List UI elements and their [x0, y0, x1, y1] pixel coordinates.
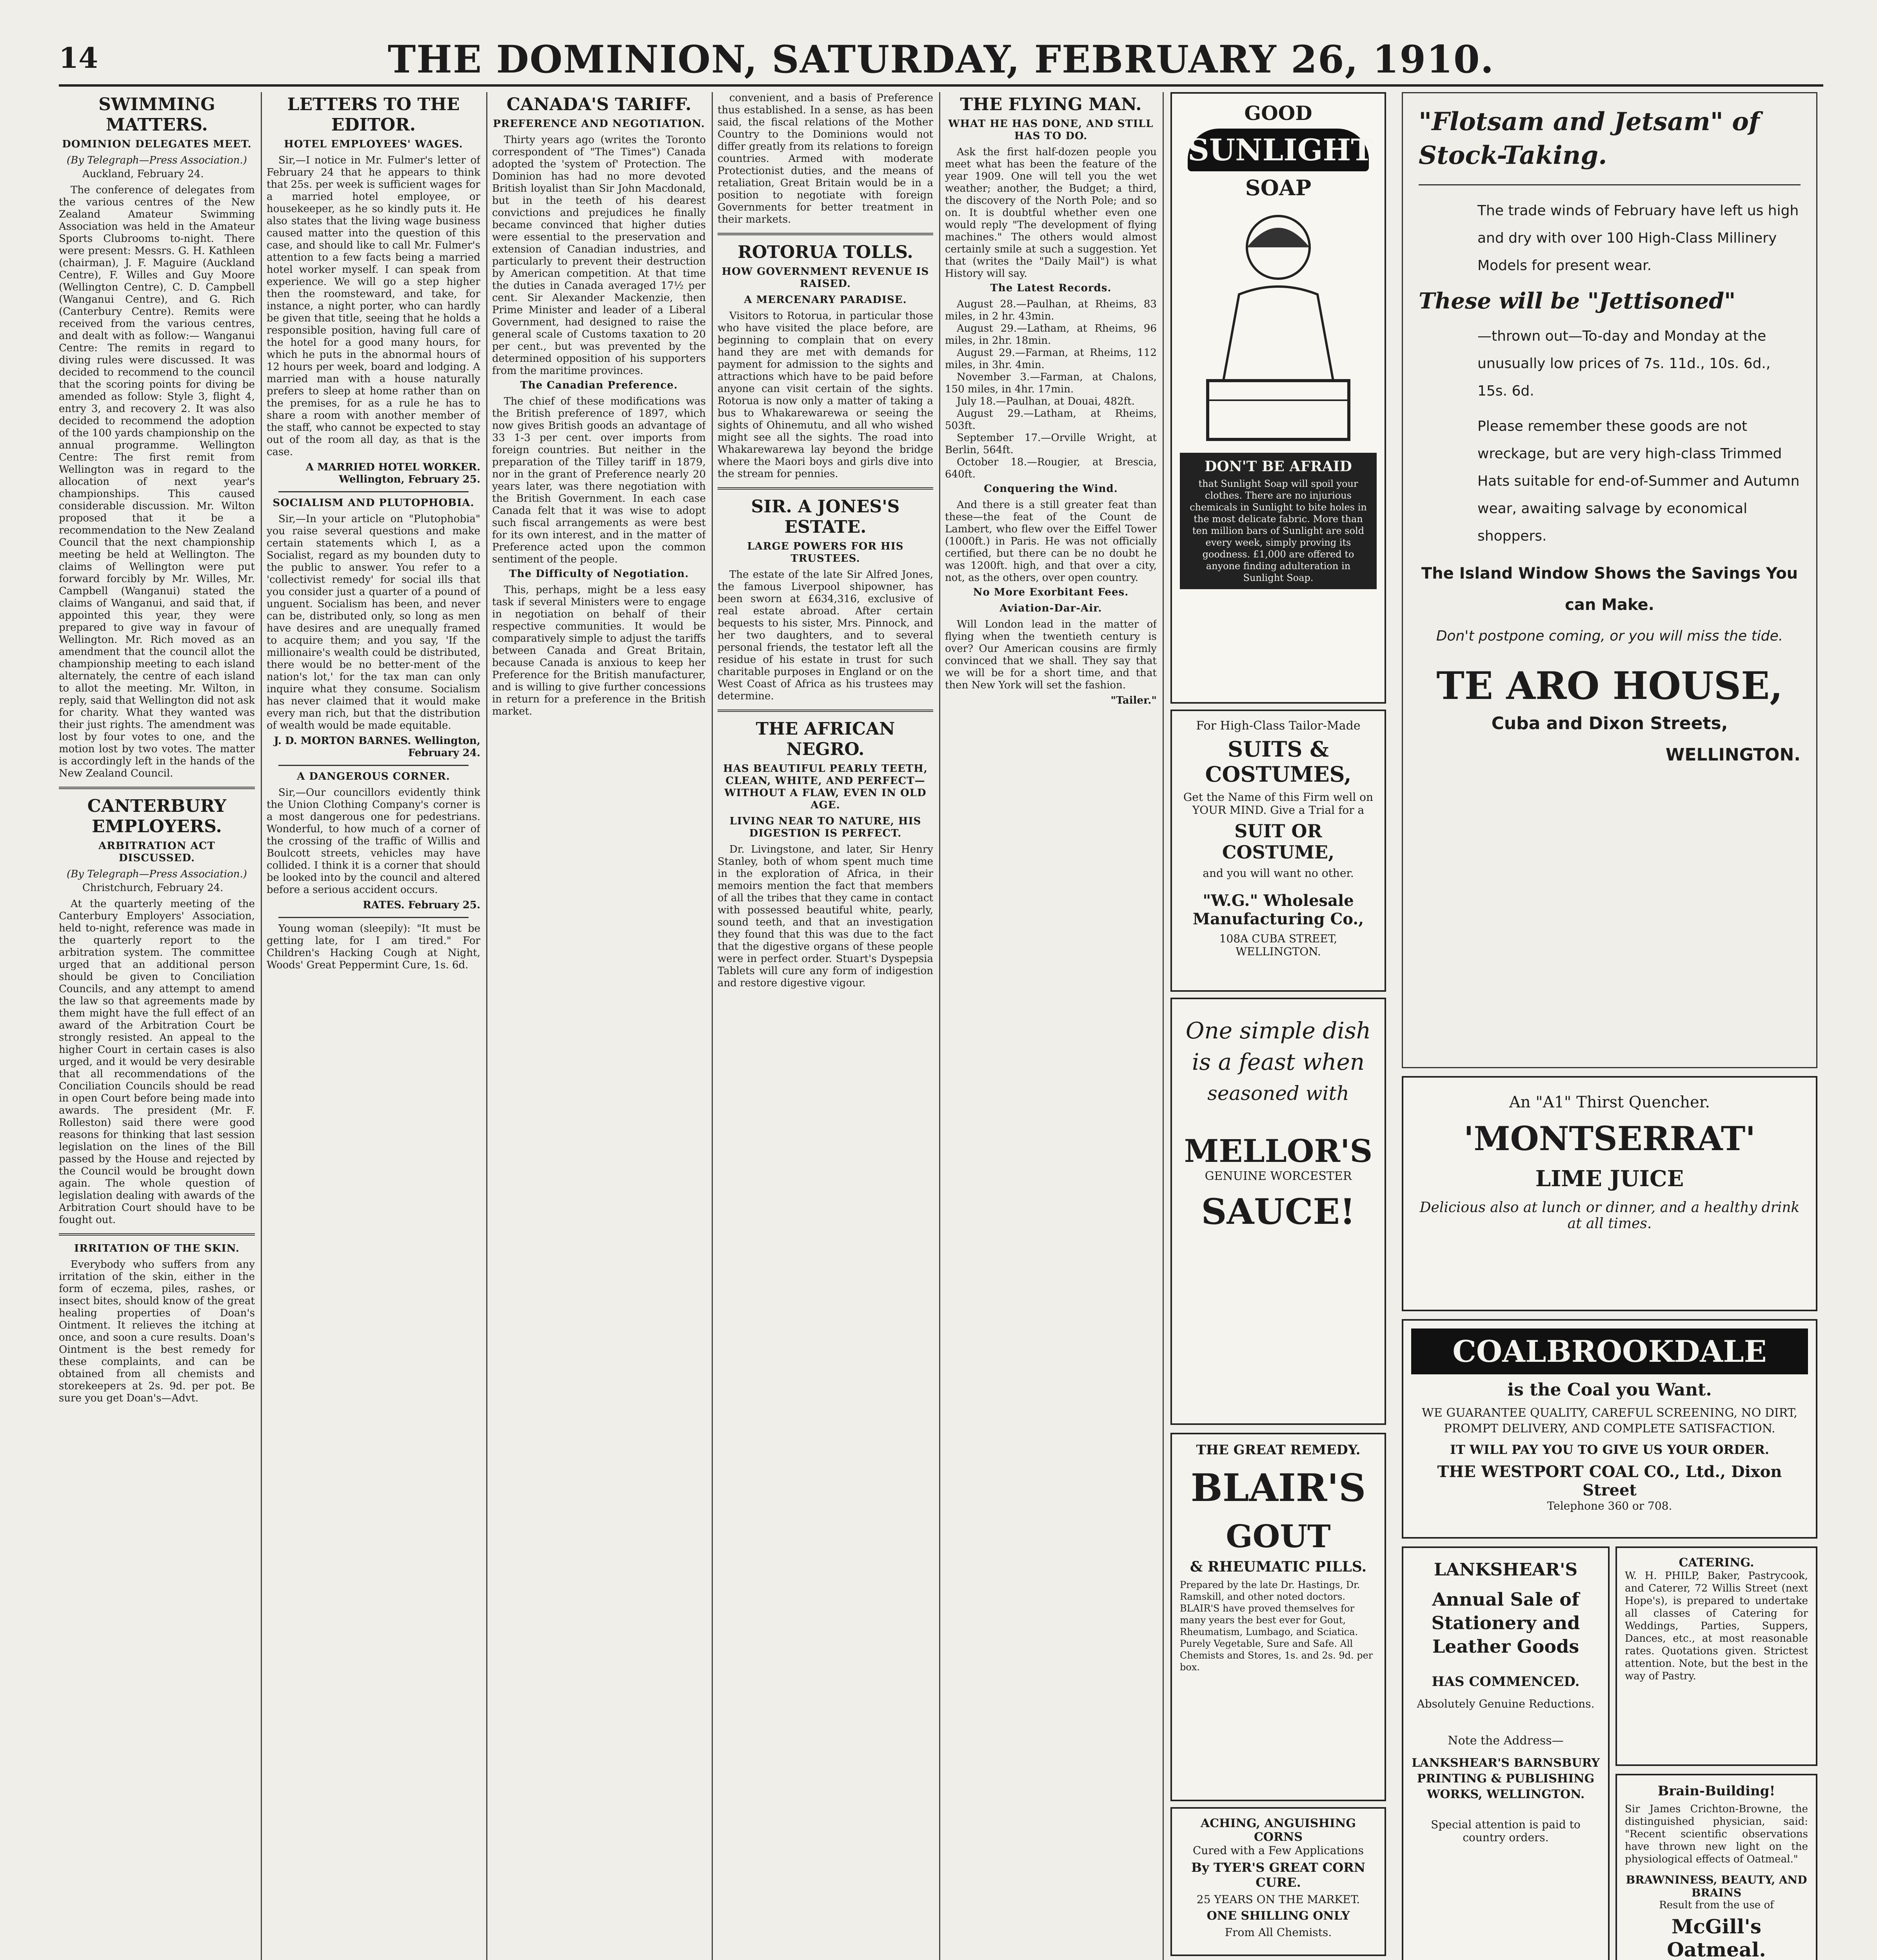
ad-line: WE GUARANTEE QUALITY, CAREFUL SCREENING, NO DIRT, PROMPT DELIVERY, AND COMPLETE SATISFACTION.: [1422, 1406, 1797, 1436]
ad-line: One simple dish: [1185, 1017, 1371, 1044]
mellors-brand: MELLOR'S: [1184, 1132, 1373, 1169]
flotsam-jetsam-ad: [1402, 92, 1817, 1068]
sunlight-soap-ad: [1170, 92, 1386, 704]
letter-signature: J. D. MORTON BARNES. Wellington, February 24.: [274, 735, 480, 759]
letter-body: Sir,—I notice in Mr. Fulmer's letter of February 24 that he appears to think that 25s. per week is sufficient wages for a married hotel employee, or housekeeper, as he so kindly puts it. He also states that the living wage business caused matter into the question of this case, and should like to call Mr. Fulmer's attention to a few facts being a married hotel worker myself. I can speak from experience. We will go a step higher then the roomsteward, and take, for instance, a night porter, who can hardly be given that title, seeing that he holds a responsible position, having full care of the hotel for a good many hours, for which he puts in the abnormal hours of 12 hours per week, board and lodging. A married man with a house naturally prefers to sleep at home rather than on the premises, for as a rule he has to share a room with another member of the staff, who cannot be expected to stay out of the room all day, as that is the case.: [267, 154, 480, 458]
ad-line: Cuba and Dixon Streets,: [1491, 713, 1728, 733]
ad-line: Delicious also at lunch or dinner, and a healthy drink at all times.: [1419, 1200, 1800, 1232]
ad-text: —thrown out—To-day and Monday at the unusually low prices of 7s. 11d., 10s. 6d., 15s. 6d.: [1477, 328, 1771, 399]
record-item: August 29.—Latham, at Rheims, 503ft.: [945, 408, 1157, 432]
ad-line: seasoned with: [1207, 1082, 1349, 1105]
letter-signature: A MARRIED HOTEL WORKER. Wellington, February 25.: [305, 461, 480, 485]
subheading: A DANGEROUS CORNER.: [297, 771, 450, 782]
subheading: LARGE POWERS FOR HIS TRUSTEES.: [747, 541, 904, 564]
ad-line: Brain-Building!: [1657, 1783, 1775, 1799]
ad-line: Absolutely Genuine Reductions.: [1417, 1697, 1595, 1710]
ad-line: 25 YEARS ON THE MARKET.: [1196, 1893, 1360, 1906]
mellors-sauce-ad: [1170, 998, 1386, 1425]
mcgills-oatmeal-ad: [1615, 1774, 1817, 1960]
divider: [278, 765, 469, 766]
ad-line: THE GREAT REMEDY.: [1196, 1442, 1361, 1458]
ad-line: & RHEUMATIC PILLS.: [1190, 1559, 1367, 1575]
article-body: Everybody who suffers from any irritation of the skin, either in the form of eczema, piles, rashes, or insect bites, should know of the great healing properties of Doan's Ointment. It relieves the itching at once, and soon a cure results. Doan's Ointment is the best remedy for these complaints, and can be obtained from all chemists and storekeepers at 2s. 9d. per pot. Be sure you get Doan's—Advt.: [59, 1259, 255, 1404]
divider: [59, 1233, 255, 1236]
article-body: Visitors to Rotorua, in particular those who have visited the place before, are beginning to complain that on every hand they are met with demands for payment for admission to the sights and attractions which have to be paid before anyone can visit certain of the sights. Rotorua is now only a matter of taking a bus to Whakarewarewa or seeing the sights of Ohinemutu, and all who wished might see all the sights. The road into Whakarewarewa lay beyond the bridge where the Maori boys and girls dive into the stream for pennies.: [718, 310, 933, 480]
ad-line: SAUCE!: [1201, 1191, 1356, 1232]
column-4: [718, 92, 933, 1960]
subheading: The Canadian Preference.: [520, 379, 678, 391]
subheading: No More Exorbitant Fees.: [973, 586, 1129, 598]
article-body: The conference of delegates from the various centres of the New Zealand Amateur Swimming Association was held in the Amateur Sports Clubrooms to-night. There were present: Messrs. G. H. Kathleen (chairman), J. F. Maguire (Auckland Centre), F. Willes and Guy Moore (Wellington Centre), C. D. Campbell (Wanganui Centre), and G. Rich (Canterbury Centre). Remits were received from the various centres, and dealt with as follow:— Wanganui Centre: The remits in regard to diving rules were discussed. It was decided to recommend to the council that the scoring points for diving be amended as follow: Style 3, flight 4, entry 3, and recovery 2. It was also decided to recommend the adoption of the 100 yards championship on the annual programme. Wellington Centre: The first remit from Wellington was in regard to the allocation of next year's championships. This caused considerable discussion. Mr. Wilton proposed that it be a recommendation to the New Zealand Council that the next championship meeting be held at Wellington. The claims of Wellington were put forward forcibly by Mr. Willes, Mr. Campbell (Wanganui) stated the claims of Wanganui, and said that, if appointed this year, they were prepared to give way in favour of Wellington. Mr. Rich moved as an amendment that the council allot the championship meeting to each island alternately, the centre of each island to allot the meeting. Mr. Wilton, in reply, said that Wellington did not ask for charity. What they wanted was their just rights. The amendment was lost by four votes to one, and the motion lost by two votes. The matter is accordingly left in the hands of the New Zealand Council.: [59, 184, 255, 779]
montserrat-lime-juice-ad: [1402, 1076, 1817, 1311]
ad-line: LANKSHEAR'S BARNSBURY PRINTING & PUBLISHING WORKS, WELLINGTON.: [1412, 1756, 1600, 1801]
letter-body: Sir,—In your article on "Plutophobia" you raise several questions and make certain statements which I, as a Socialist, regard as my bounden duty to the public to answer. You refer to a 'collectivist remedy' for social ills that you consider just a quarter of a pound of unguent. Socialism has been, and never can be, distributed only, so long as men have desires and are unequally framed to acquire them; and you say, 'If the millionaire's wealth could be distributed, there would be no better-ment of the nation's lot,' for the tax man can only inquire what they consume. Socialism has never claimed that it would make every man rich, but that the distribution of wealth would be made equitable.: [267, 513, 480, 731]
ad-line: and you will want no other.: [1203, 867, 1354, 880]
subheading: IRRITATION OF THE SKIN.: [74, 1243, 240, 1254]
headline-canterbury-employers: CANTERBURY EMPLOYERS.: [87, 796, 227, 837]
ad-line: is a feast when: [1192, 1049, 1365, 1075]
ad-line: is the Coal you Want.: [1507, 1380, 1712, 1400]
ad-line: These will be "Jettisoned": [1419, 288, 1736, 314]
oatmeal-brand: McGill's Oatmeal.: [1667, 1915, 1766, 1960]
column-rule: [261, 92, 262, 1960]
headline-letters-to-the-editor: LETTERS TO THE EDITOR.: [287, 94, 460, 135]
letter-body: Sir,—Our councillors evidently think the Union Clothing Company's corner is a most dangerous one for pedestrians. Wonderful, to how much of a corner of the crossing of the traffic of Willis and Boulcott streets, vehicles may have collided. I think it is a corner that should be looked into by the council and altered before a serious accident occurs.: [267, 787, 480, 896]
article-body: At the quarterly meeting of the Canterbury Employers' Association, held to-night, reference was made in the quarterly report to the arbitration system. The committee urged that an additional person should be given to Conciliation Councils, and any attempt to amend the law so that agreements made by them might have the full effect of an award of the Arbitration Court be strongly resisted. An appeal to the higher Court in certain cases is also urged, and it would be very desirable that all recommendations of the Conciliation Councils should be read in open Court before being made into awards. The president (Mr. F. Rolleston) said there were good reasons for thinking that last session legislation on the lines of the Bill passed by the House and rejected by the Council would be brought down again. The whole question of legislation dealing with awards of the Arbitration Court should have to be fought out.: [59, 898, 255, 1226]
headline-rotorua-tolls: ROTORUA TOLLS.: [738, 242, 913, 262]
lankshear-sale-ad: [1402, 1546, 1610, 1960]
ad-line: Annual Sale of Stationery and Leather Goods: [1431, 1589, 1580, 1657]
column-1: [59, 92, 255, 1960]
catering-ad: [1615, 1546, 1817, 1766]
subheading: HOW GOVERNMENT REVENUE IS RAISED.: [721, 266, 929, 290]
wg-tailoring-ad: [1170, 710, 1386, 992]
ad-line: For High-Class Tailor-Made: [1196, 719, 1361, 733]
ad-line: CATERING.: [1679, 1556, 1754, 1570]
subheading: Conquering the Wind.: [984, 483, 1118, 495]
ad-text: that Sunlight Soap will spoil your clothes. There are no injurious chemicals in Sunlight to bite holes in the most delicate fabric. More than ten million bars of Sunlight are sold every week, simply proving its goodness. £1,000 are offered to anyone finding adulteration in Sunlight Soap.: [1190, 478, 1367, 583]
record-item: September 17.—Orville Wright, at Berlin, 564ft.: [945, 432, 1157, 456]
ad-text: Sir James Crichton-Browne, the distinguished physician, said: "Recent scientific observations have thrown new light on the physiological effects of Oatmeal.": [1625, 1803, 1808, 1865]
column-5: [945, 92, 1157, 1960]
ad-line: SOAP: [1245, 175, 1312, 200]
ad-text: Please remember these goods are not wreckage, but are very high-class Trimmed Hats suitable for end-of-Summer and Autumn wear, awaiting salvage by economical shoppers.: [1477, 418, 1800, 544]
ad-line: An "A1" Thirst Quencher.: [1509, 1093, 1710, 1111]
article-body: Thirty years ago (writes the Toronto correspondent of "The Times") Canada adopted the 'system of' Protection. The Dominion has had no more devoted British loyalist than Sir John Macdonald, but in the teeth of his dearest convictions and prejudices he finally became convinced that higher duties were essential to the preservation and extension of Canadian industries, and particularly to prevent their destruction by American competition. At that time the duties in Canada averaged 17½ per cent. Sir Alexander Mackenzie, then Prime Minister and leader of a Liberal Government, had designed to raise the general scale of Customs taxation to 20 per cent., but was prevented by the determined opposition of his supporters from the maritime provinces.: [492, 134, 706, 377]
ad-line: GOUT: [1226, 1518, 1331, 1555]
letter-signature: RATES. February 25.: [363, 899, 480, 911]
divider: [718, 233, 933, 235]
divider: [718, 487, 933, 490]
article-body: The chief of these modifications was the British preference of 1897, which now gives British goods an advantage of 33 1-3 per cent. over imports from foreign countries. But neither in the preparation of the Tilley tariff in 1879, nor in the grant of Preference nearly 20 years later, was there negotiation with the British Government. In each case Canada felt that it was wise to adopt such fiscal arrangements as were best for its own interest, and in the matter of Preference acted upon the common sentiment of the people.: [492, 396, 706, 565]
ad-line: LIME JUICE: [1535, 1166, 1684, 1192]
subheading: ARBITRATION ACT DISCUSSED.: [98, 840, 215, 864]
ad-text: Prepared by the late Dr. Hastings, Dr. Ramskill, and other noted doctors. BLAIR'S have proved themselves for many years the best ever for Gout, Rheumatism, Lumbago, and Sciatica. Purely Vegetable, Sure and Safe. All Chemists and Stores, 1s. and 2s. 9d. per box.: [1180, 1579, 1373, 1673]
record-item: July 18.—Paulhan, at Douai, 482ft.: [957, 396, 1135, 407]
article-body: convenient, and a basis of Preference thus established. In a sense, as has been said, the fiscal relations of the Mother Country to the Dominions would not differ greatly from its relations to foreign countries. Armed with moderate Protectionist duties, and the means of retaliation, Great Britain would be in a position to negotiate with foreign Governments for better treatment in their markets.: [718, 92, 933, 225]
source-line: (By Telegraph—Press Association.): [67, 154, 247, 166]
dateline: Auckland, February 24.: [82, 168, 204, 180]
advertisement-text: Young woman (sleepily): "It must be getting late, for I am tired." For Children's Hacking Cough at Night, Woods' Great Peppermint Cure, 1s. 6d.: [267, 923, 480, 971]
ad-line: GOOD: [1244, 102, 1312, 125]
corn-cure-ad: [1170, 1807, 1386, 1956]
article-body: And there is a still greater feat than these—the feat of the Count de Lambert, who flew over the Eiffel Tower (1000ft.) in Paris. He was not officially certified, but there can be no doubt he was 1200ft. high, and that over a city, not, as the others, over open country.: [945, 499, 1157, 584]
ad-line: GENUINE WORCESTER: [1205, 1169, 1352, 1183]
ad-line: "W.G." Wholesale Manufacturing Co.,: [1192, 891, 1364, 928]
source-line: (By Telegraph—Press Association.): [67, 868, 247, 880]
coalbrookdale-brand: COALBROOKDALE: [1411, 1328, 1808, 1374]
sunlight-notice: [1180, 453, 1377, 589]
te-aro-house-brand: TE ARO HOUSE,: [1436, 664, 1783, 708]
article-body: The estate of the late Sir Alfred Jones, the famous Liverpool shipowner, has been sworn at £634,316, exclusive of real estate abroad. After certain bequests to his sister, Mrs. Pinnock, and her two daughters, and to several personal friends, the testator left all the residue of his estate in trust for such charitable purposes in England or on the West Coast of Africa as his trustees may determine.: [718, 569, 933, 702]
masthead: [59, 37, 1823, 87]
ad-line: By TYER'S GREAT CORN CURE.: [1191, 1860, 1365, 1890]
ad-line: DON'T BE AFRAID: [1205, 458, 1352, 475]
column-rule: [939, 92, 940, 1960]
article-body: This, perhaps, might be a less easy task if several Ministers were to engage in negotiation on behalf of their respective communities. It would be comparatively simple to adjust the tariffs between Canada and Great Britain, because Canada is anxious to keep her Preference for the British manufacturer, and is willing to give further concessions in return for a preference in the British market.: [492, 584, 706, 717]
subheading: WHAT HE HAS DONE, AND STILL HAS TO DO.: [948, 118, 1154, 142]
headline-jones-estate: SIR. A JONES'S ESTATE.: [751, 497, 900, 537]
ad-line: Get the Name of this Firm well on YOUR MIND. Give a Trial for a: [1183, 791, 1374, 817]
ad-line: Telephone 360 or 708.: [1547, 1499, 1672, 1512]
subheading: PREFERENCE AND NEGOTIATION.: [493, 118, 705, 130]
blairs-pills-ad: [1170, 1433, 1386, 1801]
headline-swimming-matters: SWIMMING MATTERS.: [98, 94, 215, 135]
subheading: Aviation-Dar-Air.: [999, 603, 1102, 614]
ad-line: SUITS & COSTUMES,: [1205, 737, 1352, 787]
ad-line: THE WESTPORT COAL CO., Ltd., Dixon Street: [1437, 1463, 1782, 1499]
dateline: Christchurch, February 24.: [82, 882, 223, 894]
ad-line: From All Chemists.: [1225, 1926, 1332, 1939]
ad-title: "Flotsam and Jetsam" of Stock-Taking.: [1419, 107, 1760, 170]
article-signature: "Tailer.": [1110, 695, 1157, 706]
record-list: [945, 298, 1157, 481]
coalbrookdale-ad: [1402, 1319, 1817, 1539]
subheading: A MERCENARY PARADISE.: [744, 294, 907, 306]
ad-line: ACHING, ANGUISHING CORNS: [1201, 1817, 1356, 1844]
subheading: The Difficulty of Negotiation.: [509, 568, 689, 580]
blairs-brand: BLAIR'S: [1190, 1466, 1366, 1510]
headline-african-negro: THE AFRICAN NEGRO.: [756, 719, 895, 759]
headline-flying-man: THE FLYING MAN.: [960, 94, 1142, 114]
article-body: Ask the first half-dozen people you meet what has been the feature of the year 1909. One will tell you the wet weather; another, the Budget; a third, the discovery of the North Pole; and so on. It is doubtful whether even one would reply "The development of flying machines." The others would almost certainly smile at such a suggestion. Yet that (writes the "Daily Mail") is what History will say.: [945, 146, 1157, 279]
ad-line: LANKSHEAR'S: [1434, 1560, 1578, 1580]
ad-text: W. H. PHILP, Baker, Pastrycook, and Caterer, 72 Willis Street (next Hope's), is prepared to undertake all classes of Catering for Weddings, Parties, Suppers, Dances, etc., at most reasonable rates. Quotations given. Strictest attention. Note, but the best in the way of Pastry.: [1625, 1570, 1808, 1682]
divider: [278, 917, 469, 918]
divider: [718, 710, 933, 712]
subheading: LIVING NEAR TO NATURE, HIS DIGESTION IS PERFECT.: [729, 815, 921, 839]
ad-line: Special attention is paid to country orders.: [1431, 1818, 1581, 1844]
record-item: October 18.—Rougier, at Brescia, 640ft.: [945, 456, 1157, 480]
ad-line: Result from the use of: [1659, 1899, 1774, 1911]
divider: [278, 491, 469, 492]
subheading: HOTEL EMPLOYEES' WAGES.: [284, 138, 463, 150]
subheading: SOCIALISM AND PLUTOPHOBIA.: [273, 497, 474, 509]
record-item: August 28.—Paulhan, at Rheims, 83 miles, in 2 hr. 43min.: [945, 298, 1157, 322]
ad-line: 108A CUBA STREET, WELLINGTON.: [1219, 932, 1337, 958]
column-rule: [712, 92, 713, 1960]
article-body: Will London lead in the matter of flying when the twentieth century is over? Our American cousins are firmly convinced that we shall. They say that we will be for a short time, and that then New York will set the fashion.: [945, 619, 1157, 691]
ad-line: ONE SHILLING ONLY: [1207, 1909, 1350, 1923]
column-rule: [486, 92, 487, 1960]
ad-line: HAS COMMENCED.: [1432, 1674, 1580, 1690]
article-body: Dr. Livingstone, and later, Sir Henry Stanley, both of whom spent much time in the exploration of Africa, in their memoirs mention the fact that members of all the tribes that they came in contact with possessed beautiful white, pearly, sound teeth, and that an investigation they found that this was due to the fact that the digestive organs of these people were in perfect order. Stuart's Dyspepsia Tablets will cure any form of indigestion and restore digestive vigour.: [718, 844, 933, 989]
subheading: HAS BEAUTIFUL PEARLY TEETH, CLEAN, WHITE, AND PERFECT—WITHOUT A FLAW, EVEN IN OLD AGE.: [723, 763, 928, 811]
washerwoman-illustration: [1192, 200, 1365, 447]
ad-line: Don't postpone coming, or you will miss the tide.: [1436, 628, 1783, 644]
ad-line: Note the Address—: [1448, 1734, 1564, 1748]
record-item: August 29.—Farman, at Rheims, 112 miles, in 3hr. 4min.: [945, 347, 1157, 371]
ad-line: BRAWNINESS, BEAUTY, AND BRAINS: [1626, 1873, 1807, 1899]
ad-line: IT WILL PAY YOU TO GIVE US YOUR ORDER.: [1450, 1442, 1770, 1457]
column-3: [492, 92, 706, 1960]
sunlight-brand: SUNLIGHT: [1188, 129, 1369, 171]
column-rule: [1163, 92, 1164, 1960]
subheading: DOMINION DELEGATES MEET.: [62, 138, 252, 150]
ad-line: WELLINGTON.: [1665, 745, 1801, 765]
headline-canadas-tariff: CANADA'S TARIFF.: [506, 94, 692, 114]
montserrat-brand: 'MONTSERRAT': [1463, 1119, 1756, 1158]
ad-text: The trade winds of February have left us high and dry with over 100 High-Class Millinery Models for present wear.: [1477, 203, 1799, 274]
ad-line: The Island Window Shows the Savings You can Make.: [1421, 564, 1798, 614]
newspaper-title: THE DOMINION, SATURDAY, FEBRUARY 26, 1910.: [387, 37, 1495, 82]
ad-line: SUIT OR COSTUME,: [1222, 820, 1335, 863]
record-item: August 29.—Latham, at Rheims, 96 miles, in 2hr. 18min.: [945, 323, 1157, 347]
record-item: November 3.—Farman, at Chalons, 150 miles, in 4hr. 17min.: [945, 371, 1157, 395]
column-2: [267, 92, 480, 1960]
ad-line: Cured with a Few Applications: [1192, 1844, 1364, 1857]
divider: [59, 787, 255, 789]
subheading: The Latest Records.: [990, 282, 1112, 294]
page-number: 14: [59, 41, 98, 74]
